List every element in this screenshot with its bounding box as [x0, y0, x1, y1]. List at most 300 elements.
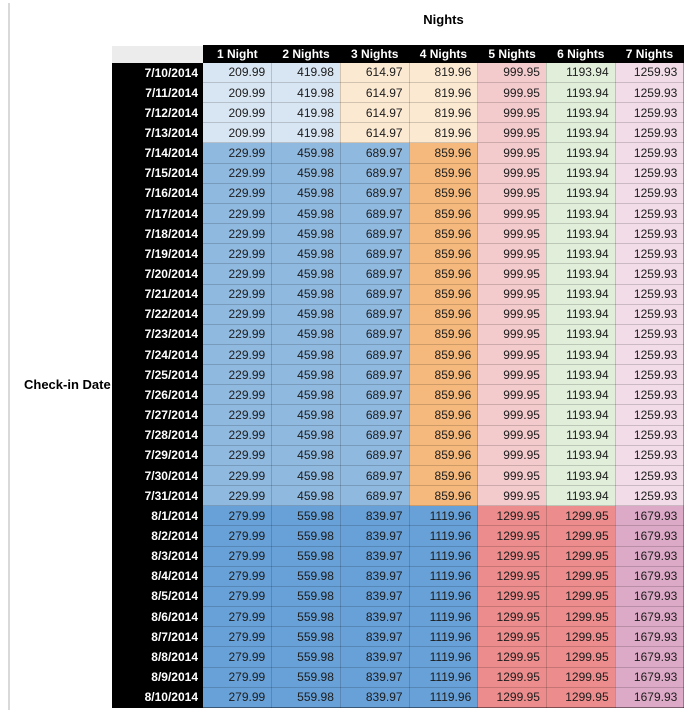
price-cell[interactable]: 459.98	[272, 405, 341, 425]
price-cell[interactable]: 279.99	[203, 647, 272, 667]
price-cell[interactable]: 839.97	[340, 506, 409, 526]
price-cell[interactable]: 209.99	[203, 123, 272, 143]
price-cell[interactable]: 859.96	[409, 224, 478, 244]
date-cell[interactable]: 8/9/2014	[112, 667, 203, 687]
table-row	[112, 244, 684, 264]
price-cell[interactable]: 689.97	[340, 264, 409, 284]
price-cell[interactable]: 229.99	[203, 365, 272, 385]
price-cell[interactable]: 1193.94	[546, 203, 615, 223]
price-cell[interactable]: 859.96	[409, 425, 478, 445]
price-cell[interactable]: 1119.96	[409, 546, 478, 566]
price-cell[interactable]: 229.99	[203, 486, 272, 506]
table-row	[112, 345, 684, 365]
price-cell[interactable]: 1193.94	[546, 405, 615, 425]
price-cell[interactable]: 819.96	[409, 123, 478, 143]
price-cell[interactable]: 819.96	[409, 103, 478, 123]
price-cell[interactable]: 999.95	[478, 486, 547, 506]
date-cell[interactable]: 7/11/2014	[112, 82, 203, 102]
price-cell[interactable]: 999.95	[478, 63, 547, 82]
price-cell[interactable]: 1299.95	[546, 506, 615, 526]
price-cell[interactable]: 209.99	[203, 63, 272, 82]
price-cell[interactable]: 1259.93	[615, 264, 684, 284]
price-cell[interactable]: 1299.95	[546, 607, 615, 627]
price-cell[interactable]: 1193.94	[546, 445, 615, 465]
price-cell[interactable]: 1119.96	[409, 647, 478, 667]
window-edge-divider	[8, 3, 10, 710]
price-cell[interactable]: 1299.95	[478, 546, 547, 566]
price-cell[interactable]: 999.95	[478, 143, 547, 163]
price-cell[interactable]: 1259.93	[615, 445, 684, 465]
price-cell[interactable]: 459.98	[272, 425, 341, 445]
price-cell[interactable]: 1259.93	[615, 163, 684, 183]
price-cell[interactable]: 689.97	[340, 163, 409, 183]
price-cell[interactable]: 279.99	[203, 687, 272, 707]
price-cell[interactable]: 1193.94	[546, 244, 615, 264]
price-cell[interactable]: 689.97	[340, 324, 409, 344]
table-row	[112, 445, 684, 465]
price-cell[interactable]: 689.97	[340, 425, 409, 445]
table-row	[112, 586, 684, 606]
price-cell[interactable]: 229.99	[203, 405, 272, 425]
date-cell[interactable]: 7/19/2014	[112, 244, 203, 264]
table-row	[112, 284, 684, 304]
price-cell[interactable]: 1193.94	[546, 82, 615, 102]
price-cell[interactable]: 229.99	[203, 465, 272, 485]
price-cell[interactable]: 419.98	[272, 123, 341, 143]
price-cell[interactable]: 1193.94	[546, 224, 615, 244]
price-cell[interactable]: 1193.94	[546, 465, 615, 485]
price-cell[interactable]: 279.99	[203, 627, 272, 647]
price-cell[interactable]: 229.99	[203, 244, 272, 264]
price-cell[interactable]: 859.96	[409, 345, 478, 365]
price-cell[interactable]: 229.99	[203, 183, 272, 203]
price-cell[interactable]: 1193.94	[546, 324, 615, 344]
column-header-7-nights[interactable]: 7 Nights	[615, 45, 684, 63]
price-cell[interactable]: 559.98	[272, 506, 341, 526]
table-row	[112, 385, 684, 405]
column-header-6-nights[interactable]: 6 Nights	[546, 45, 615, 63]
price-cell[interactable]: 999.95	[478, 103, 547, 123]
price-cell[interactable]: 229.99	[203, 224, 272, 244]
price-cell[interactable]: 279.99	[203, 526, 272, 546]
price-cell[interactable]: 689.97	[340, 345, 409, 365]
price-cell[interactable]: 1259.93	[615, 385, 684, 405]
price-cell[interactable]: 229.99	[203, 425, 272, 445]
price-cell[interactable]: 999.95	[478, 284, 547, 304]
date-cell[interactable]: 7/20/2014	[112, 264, 203, 284]
table-row	[112, 183, 684, 203]
price-cell[interactable]: 999.95	[478, 365, 547, 385]
price-cell[interactable]: 229.99	[203, 345, 272, 365]
price-cell[interactable]: 459.98	[272, 365, 341, 385]
price-cell[interactable]: 1299.95	[478, 506, 547, 526]
price-cell[interactable]: 999.95	[478, 405, 547, 425]
price-cell[interactable]: 459.98	[272, 324, 341, 344]
price-cell[interactable]: 559.98	[272, 607, 341, 627]
price-cell[interactable]: 459.98	[272, 465, 341, 485]
price-cell[interactable]: 459.98	[272, 445, 341, 465]
price-cell[interactable]: 859.96	[409, 264, 478, 284]
column-header-5-nights[interactable]: 5 Nights	[478, 45, 547, 63]
corner-cell	[112, 45, 203, 63]
price-cell[interactable]: 689.97	[340, 465, 409, 485]
column-header-1-nights[interactable]: 1 Night	[203, 45, 272, 63]
price-cell[interactable]: 1259.93	[615, 465, 684, 485]
price-cell[interactable]: 209.99	[203, 103, 272, 123]
price-cell[interactable]: 1119.96	[409, 627, 478, 647]
price-cell[interactable]: 1299.95	[546, 627, 615, 647]
table-row	[112, 526, 684, 546]
table-row	[112, 687, 684, 707]
table-row	[112, 425, 684, 445]
date-cell[interactable]: 7/18/2014	[112, 224, 203, 244]
price-cell[interactable]: 1193.94	[546, 345, 615, 365]
price-cell[interactable]: 1679.93	[615, 647, 684, 667]
price-cell[interactable]: 1193.94	[546, 183, 615, 203]
price-cell[interactable]: 1259.93	[615, 284, 684, 304]
price-cell[interactable]: 689.97	[340, 365, 409, 385]
price-cell[interactable]: 1193.94	[546, 123, 615, 143]
price-cell[interactable]: 1259.93	[615, 183, 684, 203]
date-cell[interactable]: 8/5/2014	[112, 586, 203, 606]
price-cell[interactable]: 1679.93	[615, 586, 684, 606]
date-cell[interactable]: 7/17/2014	[112, 203, 203, 223]
price-cell[interactable]: 859.96	[409, 304, 478, 324]
date-cell[interactable]: 7/26/2014	[112, 385, 203, 405]
check-in-date-axis-label: Check-in Date	[24, 377, 111, 392]
price-cell[interactable]: 1299.95	[478, 627, 547, 647]
price-cell[interactable]: 1193.94	[546, 425, 615, 445]
price-cell[interactable]: 1259.93	[615, 405, 684, 425]
price-cell[interactable]: 1299.95	[478, 607, 547, 627]
price-cell[interactable]: 1299.95	[546, 687, 615, 707]
table-row	[112, 143, 684, 163]
price-cell[interactable]: 859.96	[409, 385, 478, 405]
price-cell[interactable]: 999.95	[478, 345, 547, 365]
price-cell[interactable]: 614.97	[340, 103, 409, 123]
column-header-4-nights[interactable]: 4 Nights	[409, 45, 478, 63]
price-cell[interactable]: 1259.93	[615, 244, 684, 264]
price-cell[interactable]: 559.98	[272, 546, 341, 566]
price-cell[interactable]: 459.98	[272, 345, 341, 365]
price-cell[interactable]: 229.99	[203, 445, 272, 465]
price-cell[interactable]: 819.96	[409, 63, 478, 82]
price-cell[interactable]: 279.99	[203, 546, 272, 566]
table-row	[112, 506, 684, 526]
price-cell[interactable]: 279.99	[203, 586, 272, 606]
date-cell[interactable]: 7/24/2014	[112, 345, 203, 365]
price-cell[interactable]: 1679.93	[615, 546, 684, 566]
price-cell[interactable]: 229.99	[203, 264, 272, 284]
price-cell[interactable]: 1299.95	[546, 667, 615, 687]
price-cell[interactable]: 999.95	[478, 465, 547, 485]
price-cell[interactable]: 1299.95	[478, 667, 547, 687]
price-cell[interactable]: 819.96	[409, 82, 478, 102]
price-cell[interactable]: 859.96	[409, 365, 478, 385]
price-cell[interactable]: 1299.95	[478, 687, 547, 707]
price-cell[interactable]: 839.97	[340, 627, 409, 647]
price-cell[interactable]: 999.95	[478, 183, 547, 203]
date-cell[interactable]: 7/15/2014	[112, 163, 203, 183]
date-cell[interactable]: 7/30/2014	[112, 465, 203, 485]
price-cell[interactable]: 689.97	[340, 304, 409, 324]
price-cell[interactable]: 839.97	[340, 566, 409, 586]
date-cell[interactable]: 7/28/2014	[112, 425, 203, 445]
price-cell[interactable]: 1193.94	[546, 264, 615, 284]
price-cell[interactable]: 839.97	[340, 667, 409, 687]
date-cell[interactable]: 7/16/2014	[112, 183, 203, 203]
table-row	[112, 203, 684, 223]
price-cell[interactable]: 1119.96	[409, 526, 478, 546]
price-table-body	[112, 63, 684, 708]
price-cell[interactable]: 1119.96	[409, 506, 478, 526]
price-cell[interactable]: 1193.94	[546, 385, 615, 405]
date-cell[interactable]: 8/1/2014	[112, 506, 203, 526]
price-cell[interactable]: 459.98	[272, 143, 341, 163]
price-cell[interactable]: 689.97	[340, 385, 409, 405]
price-cell[interactable]: 1299.95	[546, 586, 615, 606]
price-cell[interactable]: 1259.93	[615, 304, 684, 324]
price-cell[interactable]: 1679.93	[615, 667, 684, 687]
price-cell[interactable]: 859.96	[409, 163, 478, 183]
price-cell[interactable]: 1259.93	[615, 103, 684, 123]
price-cell[interactable]: 559.98	[272, 586, 341, 606]
date-cell[interactable]: 7/13/2014	[112, 123, 203, 143]
price-cell[interactable]: 1193.94	[546, 103, 615, 123]
nights-axis-title: Nights	[423, 12, 464, 27]
price-cell[interactable]: 839.97	[340, 586, 409, 606]
price-cell[interactable]: 459.98	[272, 304, 341, 324]
price-cell[interactable]: 689.97	[340, 486, 409, 506]
price-cell[interactable]: 1193.94	[546, 163, 615, 183]
price-cell[interactable]: 614.97	[340, 123, 409, 143]
price-cell[interactable]: 839.97	[340, 607, 409, 627]
price-cell[interactable]: 999.95	[478, 82, 547, 102]
date-cell[interactable]: 7/29/2014	[112, 445, 203, 465]
price-cell[interactable]: 689.97	[340, 143, 409, 163]
table-row	[112, 304, 684, 324]
price-cell[interactable]: 209.99	[203, 82, 272, 102]
date-cell[interactable]: 7/22/2014	[112, 304, 203, 324]
price-cell[interactable]: 1679.93	[615, 566, 684, 586]
price-cell[interactable]: 689.97	[340, 183, 409, 203]
table-row	[112, 667, 684, 687]
price-cell[interactable]: 859.96	[409, 445, 478, 465]
price-cell[interactable]: 279.99	[203, 667, 272, 687]
price-cell[interactable]: 1119.96	[409, 687, 478, 707]
table-row	[112, 264, 684, 284]
table-row	[112, 465, 684, 485]
price-cell[interactable]: 689.97	[340, 203, 409, 223]
price-cell[interactable]: 999.95	[478, 163, 547, 183]
price-cell[interactable]: 999.95	[478, 385, 547, 405]
price-cell[interactable]: 999.95	[478, 425, 547, 445]
price-cell[interactable]: 229.99	[203, 385, 272, 405]
price-cell[interactable]: 1299.95	[478, 566, 547, 586]
price-cell[interactable]: 1299.95	[546, 647, 615, 667]
date-cell[interactable]: 7/10/2014	[112, 63, 203, 82]
price-cell[interactable]: 689.97	[340, 284, 409, 304]
table-row	[112, 123, 684, 143]
price-cell[interactable]: 859.96	[409, 324, 478, 344]
price-cell[interactable]: 1299.95	[478, 647, 547, 667]
price-cell[interactable]: 279.99	[203, 566, 272, 586]
price-cell[interactable]: 1259.93	[615, 425, 684, 445]
price-cell[interactable]: 1193.94	[546, 486, 615, 506]
price-cell[interactable]: 1299.95	[478, 586, 547, 606]
price-cell[interactable]: 999.95	[478, 224, 547, 244]
price-cell[interactable]: 559.98	[272, 667, 341, 687]
price-cell[interactable]: 459.98	[272, 203, 341, 223]
date-cell[interactable]: 7/25/2014	[112, 365, 203, 385]
header-row	[112, 45, 684, 63]
date-cell[interactable]: 8/8/2014	[112, 647, 203, 667]
price-cell[interactable]: 999.95	[478, 264, 547, 284]
price-cell[interactable]: 1299.95	[546, 526, 615, 546]
price-cell[interactable]: 1259.93	[615, 82, 684, 102]
price-cell[interactable]: 614.97	[340, 63, 409, 82]
price-cell[interactable]: 839.97	[340, 546, 409, 566]
price-cell[interactable]: 559.98	[272, 526, 341, 546]
price-cell[interactable]: 859.96	[409, 203, 478, 223]
table-row	[112, 324, 684, 344]
column-header-3-nights[interactable]: 3 Nights	[340, 45, 409, 63]
column-header-2-nights[interactable]: 2 Nights	[272, 45, 341, 63]
price-cell[interactable]: 689.97	[340, 445, 409, 465]
price-cell[interactable]: 1259.93	[615, 365, 684, 385]
price-cell[interactable]: 1119.96	[409, 586, 478, 606]
price-cell[interactable]: 559.98	[272, 566, 341, 586]
price-cell[interactable]: 1679.93	[615, 526, 684, 546]
price-cell[interactable]: 1259.93	[615, 224, 684, 244]
price-cell[interactable]: 859.96	[409, 465, 478, 485]
price-cell[interactable]: 999.95	[478, 123, 547, 143]
date-cell[interactable]: 8/6/2014	[112, 607, 203, 627]
price-cell[interactable]: 999.95	[478, 445, 547, 465]
price-cell[interactable]: 559.98	[272, 627, 341, 647]
date-cell[interactable]: 7/27/2014	[112, 405, 203, 425]
date-cell[interactable]: 7/12/2014	[112, 103, 203, 123]
price-cell[interactable]: 1259.93	[615, 63, 684, 82]
table-row	[112, 163, 684, 183]
price-cell[interactable]: 559.98	[272, 687, 341, 707]
price-cell[interactable]: 1119.96	[409, 607, 478, 627]
price-cell[interactable]: 859.96	[409, 244, 478, 264]
price-cell[interactable]: 839.97	[340, 647, 409, 667]
price-cell[interactable]: 1679.93	[615, 627, 684, 647]
price-cell[interactable]: 1193.94	[546, 304, 615, 324]
price-cell[interactable]: 1259.93	[615, 123, 684, 143]
date-cell[interactable]: 7/23/2014	[112, 324, 203, 344]
price-cell[interactable]: 229.99	[203, 324, 272, 344]
date-cell[interactable]: 8/3/2014	[112, 546, 203, 566]
price-cell[interactable]: 229.99	[203, 163, 272, 183]
price-cell[interactable]: 459.98	[272, 264, 341, 284]
price-cell[interactable]: 459.98	[272, 385, 341, 405]
price-cell[interactable]: 419.98	[272, 82, 341, 102]
price-cell[interactable]: 859.96	[409, 284, 478, 304]
date-cell[interactable]: 7/31/2014	[112, 486, 203, 506]
table-row	[112, 627, 684, 647]
price-cell[interactable]: 1299.95	[546, 546, 615, 566]
table-row	[112, 82, 684, 102]
price-cell[interactable]: 1259.93	[615, 345, 684, 365]
price-cell[interactable]: 459.98	[272, 163, 341, 183]
price-cell[interactable]: 1259.93	[615, 143, 684, 163]
price-cell[interactable]: 419.98	[272, 63, 341, 82]
price-cell[interactable]: 229.99	[203, 284, 272, 304]
date-cell[interactable]: 8/4/2014	[112, 566, 203, 586]
table-row	[112, 607, 684, 627]
price-cell[interactable]: 279.99	[203, 506, 272, 526]
price-cell[interactable]: 999.95	[478, 203, 547, 223]
price-cell[interactable]: 1679.93	[615, 687, 684, 707]
price-cell[interactable]: 1193.94	[546, 63, 615, 82]
price-cell[interactable]: 1193.94	[546, 284, 615, 304]
price-cell[interactable]: 1259.93	[615, 486, 684, 506]
price-cell[interactable]: 459.98	[272, 244, 341, 264]
price-cell[interactable]: 1193.94	[546, 143, 615, 163]
price-cell[interactable]: 999.95	[478, 244, 547, 264]
price-cell[interactable]: 1119.96	[409, 566, 478, 586]
price-cell[interactable]: 689.97	[340, 224, 409, 244]
price-cell[interactable]: 859.96	[409, 486, 478, 506]
table-row	[112, 365, 684, 385]
table-row	[112, 486, 684, 506]
date-cell[interactable]: 8/2/2014	[112, 526, 203, 546]
price-cell[interactable]: 689.97	[340, 405, 409, 425]
price-cell[interactable]: 229.99	[203, 143, 272, 163]
price-cell[interactable]: 839.97	[340, 687, 409, 707]
price-cell[interactable]: 999.95	[478, 304, 547, 324]
price-cell[interactable]: 419.98	[272, 103, 341, 123]
price-cell[interactable]: 1259.93	[615, 203, 684, 223]
price-cell[interactable]: 459.98	[272, 486, 341, 506]
price-cell[interactable]: 229.99	[203, 203, 272, 223]
price-cell[interactable]: 459.98	[272, 284, 341, 304]
table-row	[112, 405, 684, 425]
table-row	[112, 63, 684, 82]
date-cell[interactable]: 8/7/2014	[112, 627, 203, 647]
price-cell[interactable]: 999.95	[478, 324, 547, 344]
price-cell[interactable]: 1193.94	[546, 365, 615, 385]
price-table-header	[112, 45, 684, 63]
price-cell[interactable]: 1259.93	[615, 324, 684, 344]
date-cell[interactable]: 7/14/2014	[112, 143, 203, 163]
date-cell[interactable]: 8/10/2014	[112, 687, 203, 707]
price-cell[interactable]: 1119.96	[409, 667, 478, 687]
price-cell[interactable]: 859.96	[409, 405, 478, 425]
price-cell[interactable]: 459.98	[272, 224, 341, 244]
date-cell[interactable]: 7/21/2014	[112, 284, 203, 304]
price-cell[interactable]: 229.99	[203, 304, 272, 324]
price-cell[interactable]: 1299.95	[546, 566, 615, 586]
table-row	[112, 647, 684, 667]
price-cell[interactable]: 839.97	[340, 526, 409, 546]
price-cell[interactable]: 859.96	[409, 183, 478, 203]
price-cell[interactable]: 559.98	[272, 647, 341, 667]
price-cell[interactable]: 459.98	[272, 183, 341, 203]
table-row	[112, 224, 684, 244]
price-table	[112, 44, 684, 708]
price-cell[interactable]: 1679.93	[615, 506, 684, 526]
price-cell[interactable]: 859.96	[409, 143, 478, 163]
price-cell[interactable]: 1679.93	[615, 607, 684, 627]
price-cell[interactable]: 279.99	[203, 607, 272, 627]
price-cell[interactable]: 1299.95	[478, 526, 547, 546]
price-cell[interactable]: 689.97	[340, 244, 409, 264]
price-cell[interactable]: 614.97	[340, 82, 409, 102]
